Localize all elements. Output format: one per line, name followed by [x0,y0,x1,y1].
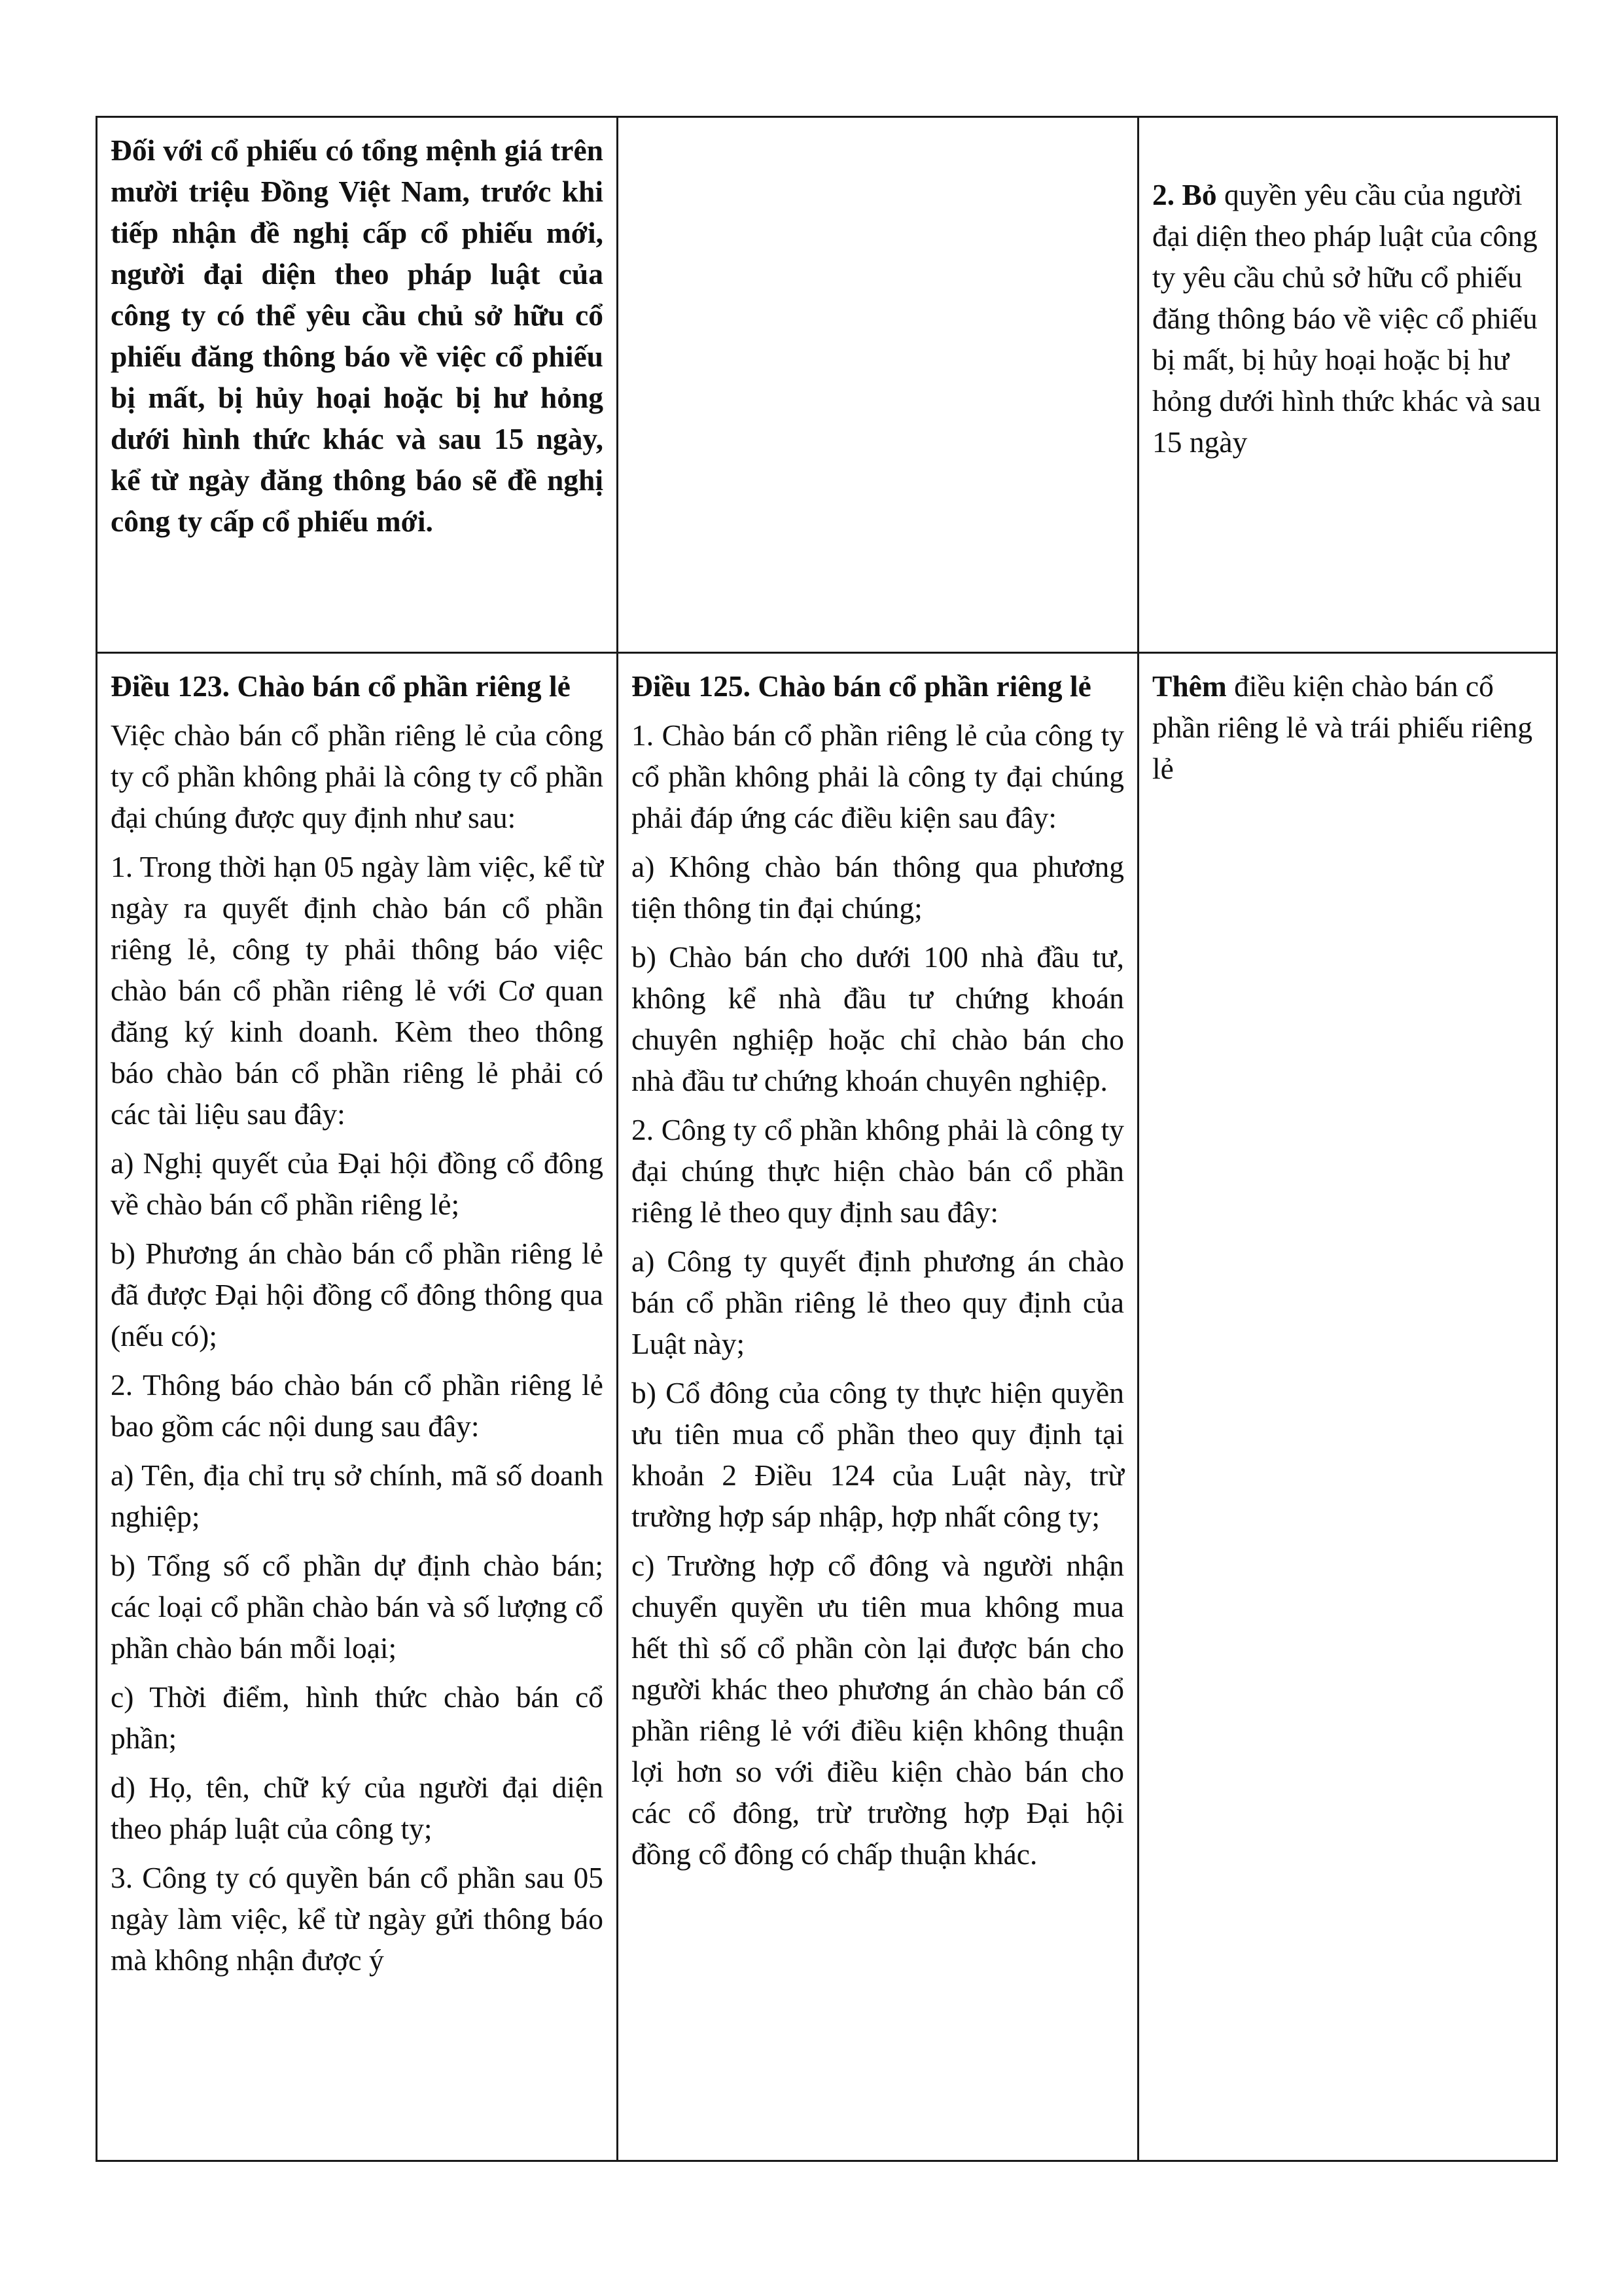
old-law-cell [97,117,618,653]
note-cell [1139,117,1557,653]
note-text [1152,174,1543,463]
old-article-heading: Điều 123. Chào bán cổ phần riêng lẻ [111,669,571,703]
new-law-cell [618,653,1139,2161]
new-paragraph: b) Chào bán cho dưới 100 nhà đầu tư, không kể nhà đầu tư chứng khoán chuyên nghiệp hoặc chỉ chào bán cho nhà đầu tư chứng khoán chuyên nghiệp. [631,940,1124,1097]
old-paragraph: 3. Công ty có quyền bán cổ phần sau 05 ngày làm việc, kể từ ngày gửi thông báo mà không nhận được ý [111,1861,603,1977]
old-law-text: Đối với cổ phiếu có tổng mệnh giá trên mười triệu Đồng Việt Nam, trước khi tiếp nhận đề nghị cấp cổ phiếu mới, người đại diện theo pháp luật của công ty có thể yêu cầu chủ sở hữu cổ phiếu đăng thông báo về việc cổ phiếu bị mất, bị hủy hoại hoặc bị hư hỏng dưới hình thức khác và sau 15 ngày, kể từ ngày đăng thông báo sẽ đề nghị công ty cấp cổ phiếu mới. [111,133,603,538]
note-text [1152,665,1543,789]
new-law-cell [618,117,1139,653]
note-bold: 2. Bỏ [1152,178,1217,211]
note-cell [1139,653,1557,2161]
old-paragraph: b) Phương án chào bán cổ phần riêng lẻ đã được Đại hội đồng cổ đông thông qua (nếu có); [111,1237,603,1352]
table-row [97,117,1557,653]
table-row [97,653,1557,2161]
old-paragraph: 1. Trong thời hạn 05 ngày làm việc, kể từ ngày ra quyết định chào bán cổ phần riêng lẻ, công ty phải thông báo việc chào bán cổ phần riêng lẻ với Cơ quan đăng ký kinh doanh. Kèm theo thông báo chào bán cổ phần riêng lẻ phải có các tài liệu sau đây: [111,850,603,1131]
comparison-table [96,116,1558,2162]
note-rest: quyền yêu cầu của người đại diện theo pháp luật của công ty yêu cầu chủ sở hữu cổ phiếu đăng thông báo về việc cổ phiếu bị mất, bị hủy hoại hoặc bị hư hỏng dưới hình thức khác và sau 15 ngày [1152,178,1541,459]
new-paragraph: c) Trường hợp cổ đông và người nhận chuyển quyền ưu tiên mua không mua hết thì số cổ phần còn lại được bán cho người khác theo phương án chào bán cổ phần riêng lẻ với điều kiện không thuận lợi hơn so với điều kiện chào bán cho các cổ đông, trừ trường hợp Đại hội đồng cổ đông có chấp thuận khác. [631,1549,1124,1871]
new-paragraph: a) Công ty quyết định phương án chào bán cổ phần riêng lẻ theo quy định của Luật này; [631,1245,1124,1360]
note-rest: điều kiện chào bán cổ phần riêng lẻ và trái phiếu riêng lẻ [1152,669,1533,785]
new-paragraph: a) Không chào bán thông qua phương tiện thông tin đại chúng; [631,850,1124,925]
new-article-heading: Điều 125. Chào bán cổ phần riêng lẻ [631,669,1091,703]
old-paragraph: b) Tổng số cổ phần dự định chào bán; các loại cổ phần chào bán và số lượng cổ phần chào bán mỗi loại; [111,1549,603,1665]
new-paragraph: 1. Chào bán cổ phần riêng lẻ của công ty cổ phần không phải là công ty đại chúng phải đáp ứng các điều kiện sau đây: [631,718,1124,834]
old-paragraph: a) Tên, địa chỉ trụ sở chính, mã số doanh nghiệp; [111,1458,603,1533]
new-paragraph: b) Cổ đông của công ty thực hiện quyền ưu tiên mua cổ phần theo quy định tại khoản 2 Điều 124 của Luật này, trừ trường hợp sáp nhập, hợp nhất công ty; [631,1376,1124,1533]
old-paragraph: Việc chào bán cổ phần riêng lẻ của công ty cổ phần không phải là công ty cổ phần đại chúng được quy định như sau: [111,718,603,834]
old-paragraph: c) Thời điểm, hình thức chào bán cổ phần; [111,1680,603,1755]
old-paragraph: a) Nghị quyết của Đại hội đồng cổ đông về chào bán cổ phần riêng lẻ; [111,1146,603,1221]
note-bold: Thêm [1152,669,1227,703]
new-paragraph: 2. Công ty cổ phần không phải là công ty đại chúng thực hiện chào bán cổ phần riêng lẻ theo quy định sau đây: [631,1113,1124,1229]
old-law-cell [97,653,618,2161]
old-paragraph: d) Họ, tên, chữ ký của người đại diện theo pháp luật của công ty; [111,1771,603,1845]
old-paragraph: 2. Thông báo chào bán cổ phần riêng lẻ bao gồm các nội dung sau đây: [111,1368,603,1443]
